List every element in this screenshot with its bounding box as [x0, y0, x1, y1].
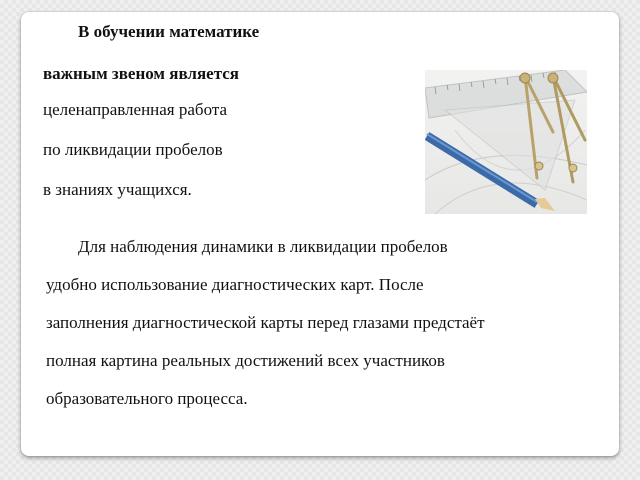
math-tools-photo [425, 70, 587, 214]
heading-line-4: по ликвидации пробелов [43, 140, 223, 159]
body-line-4: полная картина реальных достижений всех участников [46, 351, 445, 370]
heading-line-1: В обучении математике [78, 22, 260, 41]
slide [21, 12, 619, 456]
body-line-3: заполнения диагностической карты перед глазами предстаёт [46, 313, 485, 332]
body-line-2: удобно использование диагностических карт. После [46, 275, 424, 294]
body-line-1: Для наблюдения динамики в ликвидации пробелов [78, 237, 448, 256]
heading-line-2: важным звеном является [43, 64, 239, 83]
heading-line-3: целенаправленная работа [43, 100, 228, 119]
heading-line-5: в знаниях учащихся. [43, 180, 192, 199]
body-line-5: образовательного процесса. [46, 389, 248, 408]
body-paragraph [46, 228, 606, 418]
